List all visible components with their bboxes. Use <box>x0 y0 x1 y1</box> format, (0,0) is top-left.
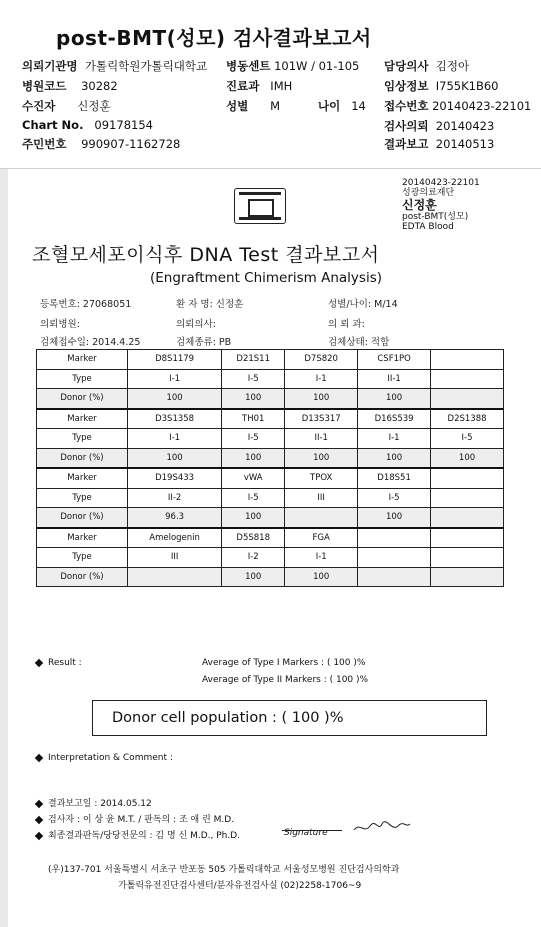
table-cell <box>431 488 504 508</box>
bullet-icon <box>35 815 43 823</box>
table-cell: D21S11 <box>222 350 285 370</box>
meta-status: 검체상태: 적합 <box>328 337 390 348</box>
table-cell: D5S818 <box>222 528 285 548</box>
table-row <box>37 528 504 548</box>
table-cell: 100 <box>128 448 222 468</box>
table-cell: 100 <box>222 389 285 409</box>
meta-patient: 환 자 명: 신정훈 <box>176 299 244 310</box>
table-cell: TPOX <box>285 468 358 488</box>
table-cell: 100 <box>358 389 431 409</box>
table-cell <box>128 567 222 587</box>
hospital-logo-icon <box>234 188 286 224</box>
marker-table <box>36 349 504 587</box>
info-accession: 접수번호 20140423-22101 <box>384 99 532 113</box>
table-cell: I-5 <box>222 369 285 389</box>
meta-reg-no: 등록번호: 27068051 <box>40 299 132 310</box>
address-line1: (우)137-701 서울특별시 서초구 반포동 505 가톨릭대학교 서울성모병원 진단검사의학과 <box>48 865 400 875</box>
scan-divider <box>0 168 541 169</box>
table-cell: 100 <box>358 448 431 468</box>
table-cell: D16S539 <box>358 409 431 429</box>
final-reviewer: 최종결과판독/당당전문의 : 김 명 신 M.D., Ph.D. <box>36 828 240 841</box>
result-label: Result : <box>36 658 82 668</box>
row-label: Marker <box>37 468 128 488</box>
table-row <box>37 409 504 429</box>
table-cell: 100 <box>358 508 431 528</box>
row-label: Donor (%) <box>37 567 128 587</box>
document-subtitle: (Engraftment Chimerism Analysis) <box>150 270 383 286</box>
bullet-icon <box>35 799 43 807</box>
table-cell <box>358 548 431 568</box>
table-cell: 100 <box>222 448 285 468</box>
table-cell: D3S1358 <box>128 409 222 429</box>
table-cell: 96.3 <box>128 508 222 528</box>
table-cell: vWA <box>222 468 285 488</box>
meta-received: 검체접수일: 2014.4.25 <box>40 337 141 348</box>
table-row <box>37 389 504 409</box>
table-row <box>37 548 504 568</box>
report-title: post-BMT(성모) 검사결과보고서 <box>56 26 372 50</box>
table-cell: III <box>128 548 222 568</box>
info-clinical: 임상정보 I755K1B60 <box>384 79 499 93</box>
table-cell <box>285 508 358 528</box>
info-report-date: 결과보고 20140513 <box>384 137 495 151</box>
info-sex: 성별 M <box>226 99 281 113</box>
table-cell: I-1 <box>358 429 431 449</box>
row-label: Marker <box>37 528 128 548</box>
table-cell: III <box>285 488 358 508</box>
table-cell <box>431 508 504 528</box>
table-cell: II-1 <box>285 429 358 449</box>
row-label: Type <box>37 369 128 389</box>
avg-type2: Average of Type II Markers : ( 100 )% <box>202 675 369 685</box>
table-cell: 100 <box>285 567 358 587</box>
bullet-icon <box>35 831 43 839</box>
table-cell: I-5 <box>431 429 504 449</box>
table-cell: I-1 <box>128 369 222 389</box>
table-cell: I-2 <box>222 548 285 568</box>
table-cell: 100 <box>285 389 358 409</box>
info-hospital-code: 병원코드 30282 <box>22 79 118 93</box>
row-label: Donor (%) <box>37 389 128 409</box>
address-line2: 가톨릭유전진단검사센터/분자유전검사실 (02)2258-1706~9 <box>118 881 362 891</box>
table-cell: CSF1PO <box>358 350 431 370</box>
row-label: Marker <box>37 350 128 370</box>
table-cell: TH01 <box>222 409 285 429</box>
info-age: 나이 14 <box>318 99 366 113</box>
bullet-icon <box>35 753 43 761</box>
signature-label: Signature <box>284 828 328 838</box>
table-cell: Amelogenin <box>128 528 222 548</box>
table-cell: D18S51 <box>358 468 431 488</box>
meta-sex-age: 성별/나이: M/14 <box>328 299 398 310</box>
examiner: 검사자 : 이 상 윤 M.T. / 판독의 : 조 애 린 M.D. <box>36 812 234 825</box>
table-cell <box>431 389 504 409</box>
row-label: Type <box>37 429 128 449</box>
row-label: Donor (%) <box>37 448 128 468</box>
info-patient: 수진자 신정훈 <box>22 99 111 113</box>
table-cell: I-5 <box>222 488 285 508</box>
info-chart-no: Chart No. 09178154 <box>22 118 153 132</box>
row-label: Marker <box>37 409 128 429</box>
table-cell: I-1 <box>285 548 358 568</box>
table-cell <box>431 567 504 587</box>
table-cell <box>358 567 431 587</box>
table-cell: D2S1388 <box>431 409 504 429</box>
avg-type1: Average of Type I Markers : ( 100 )% <box>202 658 366 668</box>
table-row <box>37 488 504 508</box>
bullet-icon <box>35 658 43 666</box>
signature-scribble-icon <box>352 818 412 836</box>
interpretation-label: Interpretation & Comment : <box>36 753 173 763</box>
table-cell: II-1 <box>358 369 431 389</box>
table-cell <box>431 369 504 389</box>
table-cell: D13S317 <box>285 409 358 429</box>
info-doctor: 담당의사 김정아 <box>384 59 470 73</box>
table-cell: 100 <box>431 448 504 468</box>
donor-population: Donor cell population : ( 100 )% <box>112 710 344 726</box>
row-label: Type <box>37 488 128 508</box>
table-cell: I-1 <box>285 369 358 389</box>
table-cell: I-1 <box>128 429 222 449</box>
table-cell <box>431 548 504 568</box>
report-date: 결과보고일 : 2014.05.12 <box>36 796 152 809</box>
table-row <box>37 508 504 528</box>
table-row <box>37 369 504 389</box>
table-cell <box>431 528 504 548</box>
table-cell: D19S433 <box>128 468 222 488</box>
info-dept: 진료과 IMH <box>226 79 293 93</box>
signature-line <box>282 830 342 831</box>
info-requester: 의뢰기관명 가톨릭학원가톨릭대학교 <box>22 59 208 73</box>
scan-edge-shadow <box>0 168 8 927</box>
table-cell: I-5 <box>358 488 431 508</box>
table-cell: D7S820 <box>285 350 358 370</box>
table-cell: II-2 <box>128 488 222 508</box>
table-row <box>37 350 504 370</box>
meta-specimen: 검체종류: PB <box>176 337 232 348</box>
table-cell: FGA <box>285 528 358 548</box>
table-cell: I-5 <box>222 429 285 449</box>
info-request-date: 검사의뢰 20140423 <box>384 119 495 133</box>
table-cell: D8S1179 <box>128 350 222 370</box>
table-cell <box>431 468 504 488</box>
specimen-label: 20140423-22101 성광의료재단 신정훈 post-BMT(성모) EDTA Blood <box>402 178 480 232</box>
meta-dept: 의 뢰 과: <box>328 319 365 330</box>
table-row <box>37 448 504 468</box>
table-cell: 100 <box>222 567 285 587</box>
row-label: Donor (%) <box>37 508 128 528</box>
table-cell: 100 <box>128 389 222 409</box>
table-row <box>37 468 504 488</box>
info-ward: 병동센트 101W / 01-105 <box>226 59 360 73</box>
table-row <box>37 429 504 449</box>
table-cell <box>431 350 504 370</box>
meta-doctor: 의뢰의사: <box>176 319 216 330</box>
table-cell: 100 <box>285 448 358 468</box>
table-cell: 100 <box>222 508 285 528</box>
table-cell <box>358 528 431 548</box>
row-label: Type <box>37 548 128 568</box>
table-row <box>37 567 504 587</box>
info-resident-no: 주민번호 990907-1162728 <box>22 137 181 151</box>
meta-hospital: 의뢰병원: <box>40 319 80 330</box>
document-title: 조혈모세포이식후 DNA Test 결과보고서 <box>32 244 380 266</box>
